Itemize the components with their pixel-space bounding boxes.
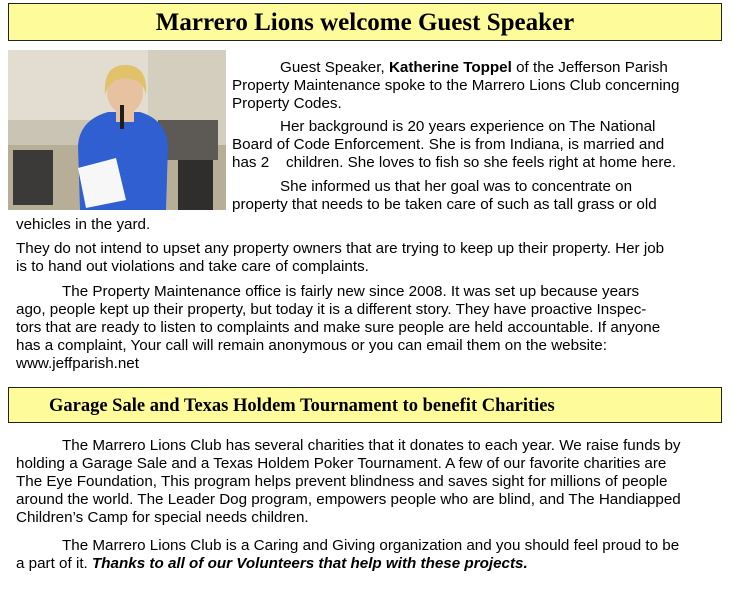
- article-heading-garage-sale: Garage Sale and Texas Holdem Tournament to benefit Charities: [8, 387, 722, 423]
- article2-text-line: The Marrero Lions Club is a Caring and Giving organization and you should feel proud to be: [62, 537, 680, 554]
- article2-text-line: around the world. The Leader Dog program, empowers people who are blind, and The Handiapped: [16, 491, 681, 508]
- article2-text-line: holding a Garage Sale and a Texas Holdem Poker Tournament. A few of our favorite charities are: [16, 455, 667, 472]
- article1-text-line: has a complaint, Your call will remain anonymous or you can email them on the website:: [16, 337, 607, 354]
- article2-text-line: The Marrero Lions Club has several charities that it donates to each year. We raise funds by: [62, 437, 681, 454]
- article1-text-line: Property Codes.: [232, 95, 342, 112]
- article1-text-line: tors that are ready to listen to complaints and make sure people are held accountable. If anyone: [16, 319, 661, 336]
- article1-text-line: They do not intend to upset any property owners that are trying to keep up their property. Her job: [16, 240, 665, 257]
- website-link[interactable]: www.jeffparish.net: [16, 355, 139, 372]
- article-heading-guest-speaker: Marrero Lions welcome Guest Speaker: [8, 3, 722, 41]
- article1-text-line: The Property Maintenance office is fairly new since 2008. It was set up because years: [62, 283, 640, 300]
- article2-text-line: Children’s Camp for special needs children.: [16, 509, 309, 526]
- article1-text-line: vehicles in the yard.: [16, 216, 151, 233]
- article1-text-line: She informed us that her goal was to concentrate on: [280, 178, 633, 195]
- speaker-photo: [8, 50, 226, 210]
- article2-text-line: a part of it. Thanks to all of our Volunteers that help with these projects.: [16, 555, 528, 572]
- article1-text-line: Property Maintenance spoke to the Marrero Lions Club concerning: [232, 77, 680, 94]
- article1-text-line: Guest Speaker, Katherine Toppel of the Jefferson Parish: [280, 59, 668, 76]
- volunteers-thanks: Thanks to all of our Volunteers that help with these projects.: [92, 555, 528, 572]
- article2-text-line: The Eye Foundation, This program helps prevent blindness and saves sight for millions of people: [16, 473, 668, 490]
- article1-text-line: property that needs to be taken care of such as tall grass or old: [232, 196, 657, 213]
- article1-text-line: has 2 children. She loves to fish so she feels right at home here.: [232, 154, 677, 171]
- speaker-name: Katherine Toppel: [388, 59, 512, 76]
- article1-text-line: Board of Code Enforcement. She is from Indiana, is married and: [232, 136, 665, 153]
- speaker-photo-icon: [8, 50, 226, 210]
- article1-text-line: Her background is 20 years experience on The National: [280, 118, 656, 135]
- article1-text-line: ago, people kept up their property, but today it is a different story. They have proactive Inspec-: [16, 301, 647, 318]
- article1-text-line: is to hand out violations and take care of complaints.: [16, 258, 369, 275]
